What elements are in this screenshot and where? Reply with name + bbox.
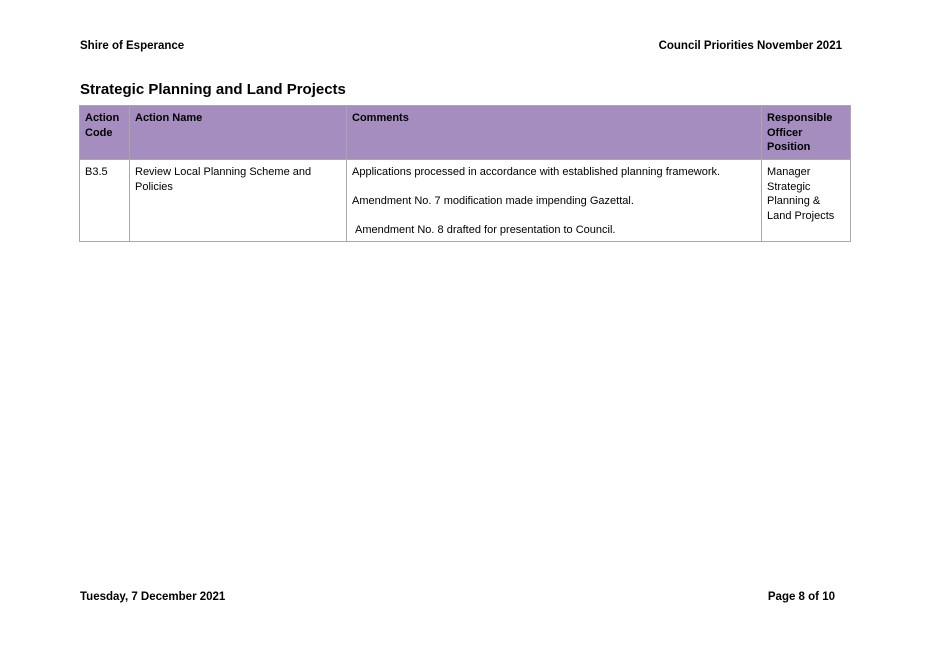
column-header-action-code: Action Code: [80, 106, 130, 160]
action-name-cell: Review Local Planning Scheme and Policies: [130, 160, 347, 242]
organisation-name: Shire of Esperance: [80, 40, 185, 52]
comment-spacer: [352, 209, 756, 224]
comment-spacer: [352, 180, 756, 195]
comment-line: Amendment No. 7 modification made impending Gazettal.: [352, 195, 634, 207]
table-header-row: [80, 106, 851, 160]
comment-line: Applications processed in accordance with established planning framework.: [352, 166, 721, 178]
comment-line: Amendment No. 8 drafted for presentation to Council.: [355, 224, 616, 236]
column-header-responsible-officer: Responsible Officer Position: [762, 106, 851, 160]
section-title: Strategic Planning and Land Projects: [80, 81, 346, 98]
responsible-officer-cell: Manager Strategic Planning & Land Projects: [762, 160, 851, 242]
priorities-table: [79, 105, 851, 242]
footer-date: Tuesday, 7 December 2021: [80, 591, 226, 603]
column-header-action-name: Action Name: [130, 106, 347, 160]
comments-cell: [347, 160, 762, 242]
page-number: Page 8 of 10: [767, 591, 835, 603]
action-code-cell: B3.5: [80, 160, 130, 242]
column-header-comments: Comments: [347, 106, 762, 160]
report-title: Council Priorities November 2021: [658, 40, 842, 52]
table-row: [80, 160, 851, 242]
